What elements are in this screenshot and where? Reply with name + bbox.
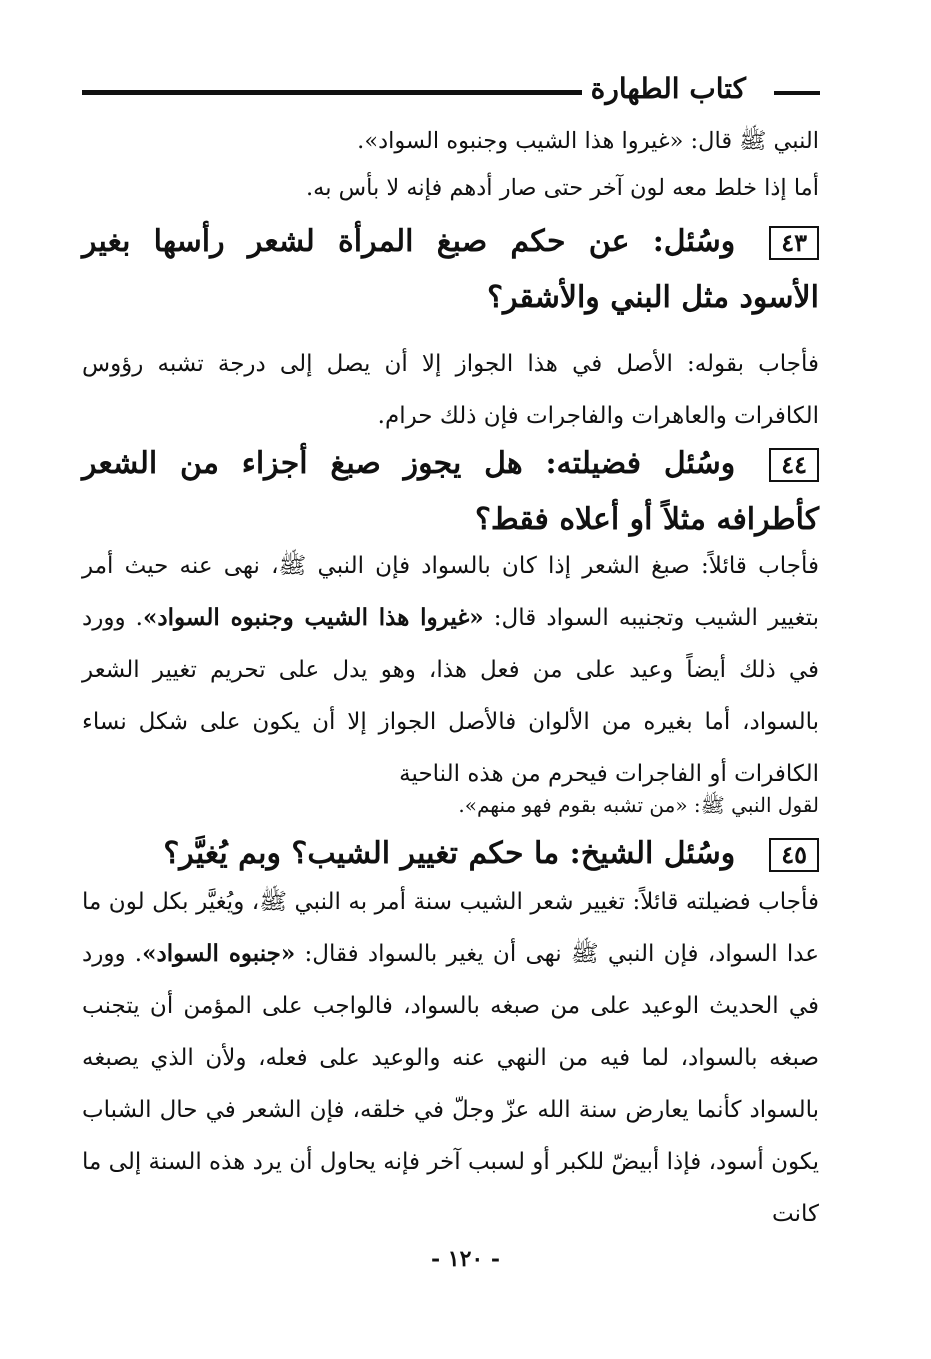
question-number-44: ٤٤ <box>769 448 819 482</box>
answer-45-hadith: «جنبوه السواد» <box>142 940 296 967</box>
question-45 <box>82 826 819 882</box>
question-number-43: ٤٣ <box>769 226 819 260</box>
header-rule-left <box>82 90 582 95</box>
answer-45-rest: . وورد في الحديث الوعيد على من صبغه بالسواد، فالواجب على المؤمن أن يتجنب صبغه بالسواد، لما فيه من النهي عنه والوعيد على فعله، ولأن الذي يصبغه بالسواد كأنما يعارض سنة الله عزّ وجلّ في خلقه، فإن الشعر في حال الشباب يكون أسود، فإذا أبيضّ للكبر أو لسبب آخر فإنه يحاول أن يرد هذه السنة إلى ما كانت <box>82 941 819 1227</box>
question-45-text: وسُئل الشيخ: ما حكم تغيير الشيب؟ وبم يُغيَّر؟ <box>163 836 736 871</box>
answer-44 <box>82 540 819 800</box>
page-number: - ١٢٠ - <box>430 1246 501 1272</box>
answer-44-start: فأجاب قائلاً: صبغ الشعر إذا كان بالسواد فإن النبي ﷺ، نهى عنه حيث أمر بتغيير الشيب وتجنيبه السواد قال: <box>82 553 820 631</box>
chapter-title: كتاب الطهارة <box>585 72 752 106</box>
question-44-text: وسُئل فضيلته: هل يجوز صبغ أجزاء من الشعر كأطرافه مثلاً أو أعلاه فقط؟ <box>82 446 819 537</box>
answer-45 <box>82 876 819 1240</box>
answer-45-start: فأجاب فضيلته قائلاً: تغيير شعر الشيب سنة أمر به النبي ﷺ، ويُغيَّر بكل لون ما عدا السواد، فإن النبي ﷺ نهى أن يغير بالسواد فقال: <box>82 889 820 967</box>
question-43-text: وسُئل: عن حكم صبغ المرأة لشعر رأسها بغير الأسود مثل البني والأشقر؟ <box>82 224 819 315</box>
running-header <box>82 72 820 112</box>
answer-43: فأجاب بقوله: الأصل في هذا الجواز إلا أن يصل إلى درجة تشبه رؤوس الكافرات والعاهرات والفاجرات فإن ذلك حرام. <box>82 351 819 429</box>
question-44 <box>82 436 819 548</box>
intro-line-2: أما إذا خلط معه لون آخر حتى صار أدهم فإنه لا بأس به. <box>306 175 819 201</box>
header-rule-right <box>774 91 820 95</box>
answer-44-hadith: «غيروا هذا الشيب وجنبوه السواد» <box>142 604 484 631</box>
question-number-45: ٤٥ <box>769 838 819 872</box>
answer-44-end: لقول النبي ﷺ: «من تشبه بقوم فهو منهم». <box>458 793 819 817</box>
answer-44-rest: . وورد في ذلك أيضاً وعيد على من فعل هذا، وهو يدل على تحريم تغيير الشعر بالسواد، أما بغيره من الألوان فالأصل الجواز إلا أن يكون على شكل نساء الكافرات أو الفاجرات فيحرم من هذه الناحية <box>82 605 819 787</box>
intro-line-1: النبي ﷺ قال: «غيروا هذا الشيب وجنبوه السواد». <box>357 128 819 154</box>
question-43 <box>82 214 819 326</box>
